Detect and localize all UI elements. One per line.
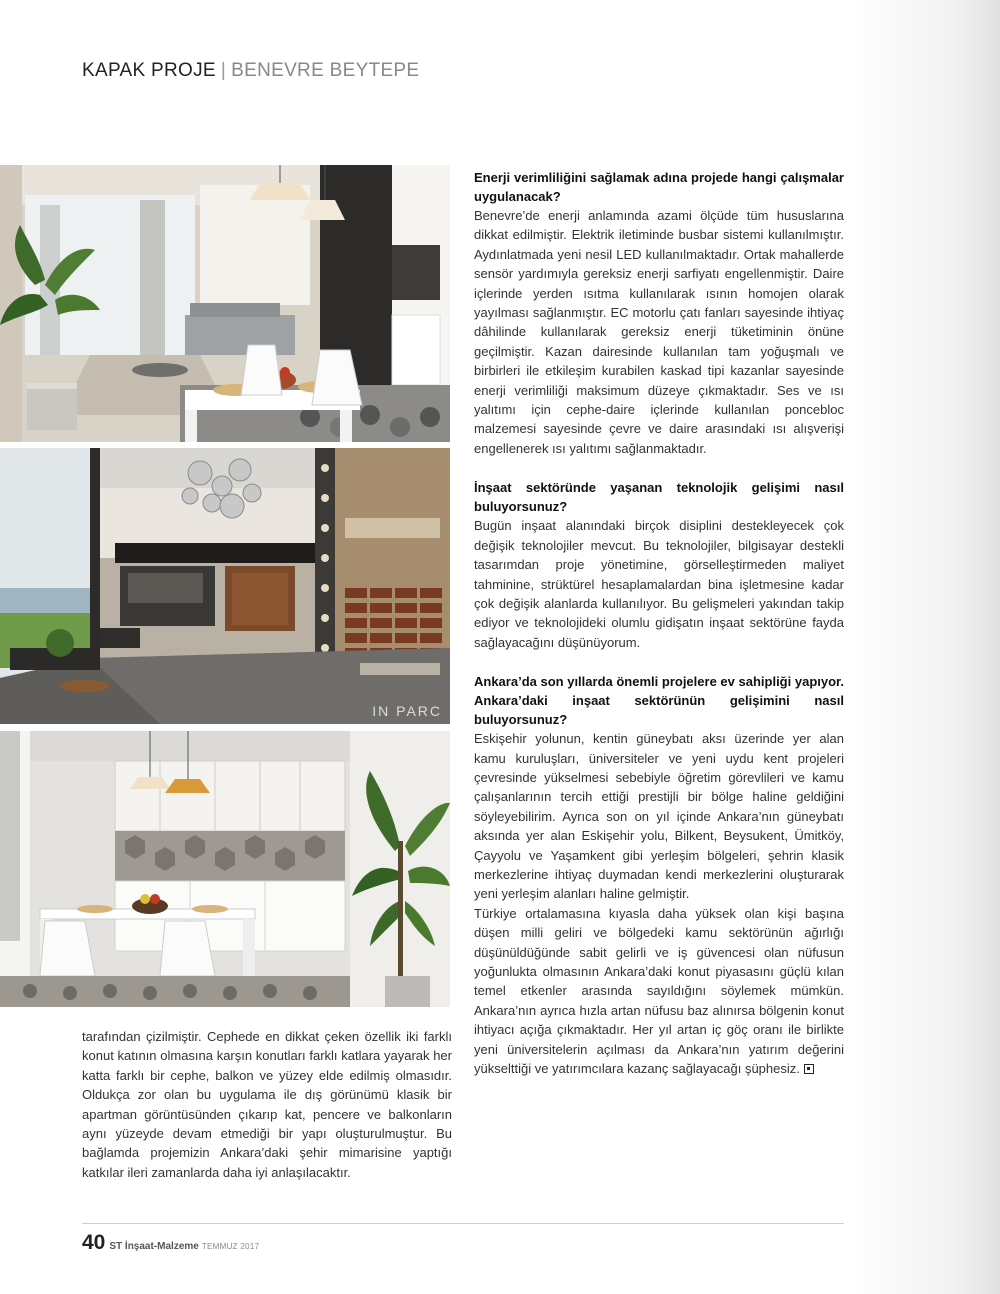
answer-paragraph-continued bbox=[474, 904, 844, 1079]
page-footer bbox=[82, 1231, 259, 1255]
header-subtitle: BENEVRE BEYTEPE bbox=[231, 60, 420, 81]
section-title: KAPAK PROJE bbox=[82, 60, 216, 81]
answer-paragraph: Eskişehir yolunun, kentin güneybatı aksı üzerinde yer alan kamu kuruluşları, üniversiteler ve yeni uydu kent projeleri çevresinde yükselmesi sebebiyle öğretim görevlileri ve kamu çalışanlarının tercih ettiği prestijli bir bölge haline geldiğini söyleyebilirim. Ayrıca son on yıl içinde Ankara’nın güneybatı aksında yer alan Eskişehir yolu, Bilkent, Beysukent, Ümitköy, Çayyolu ve Yaşamkent gibi yerleşim bölgeleri, şehrin klasik merkezlerine ihtiyaç duymadan kendi merkezlerini oluşturarak yeni yerleşim alanları haline gelmiştir. bbox=[474, 731, 844, 902]
header-separator: | bbox=[220, 60, 227, 81]
question-heading: Ankara’da son yıllarda önemli projelere ev sahipliği yapıyor. Ankara’daki inşaat sektörünün gelişimini nasıl buluyorsunuz? bbox=[474, 674, 844, 728]
body-paragraph: tarafından çizilmiştir. Cephede en dikkat çeken özellik iki farklı konut katının olmasına karşın konutları farklı katlara yayarak her katta farklı bir cephe, balkon ve yüzey elde edilmiş olmasıdır. Oldukça zor olan bu uygulama ile dış görünümü klasik bir apartman görüntüsünden çıkarıp kat, pencere ve balkonların aynı yüzeyde devam etmediği bir yapı oluşturulmuştur. Bu bağlamda projemizin Ankara’daki şehir mimarisine yaptığı katkılar ileri zamanlarda daha iyi anlaşılacaktır. bbox=[82, 1029, 452, 1180]
answer-paragraph: Benevre’de enerji anlamında azami ölçüde tüm hususlarına dikkat edilmiştir. Elektrik iletiminde busbar sistemi kullanılmıştır. Aydınlatmada yeni nesil LED kullanılmaktadır. Ortak mahallerde sensör yardımıyla gereksiz enerji sarfiyatı engellenmiştir. Daire içlerinde yerden ısıtma kullanılarak ısının homojen olarak yayılması sağlanmıştır. EC motorlu çatı fanları sayesinde ihtiyaç dâhilinde kullanılarak gereksiz enerji tüketiminin önüne geçilmiştir. Kazan dairesinde kullanılan tam yoğuşmalı ve birbirleri ile etkileşim kurabilen kaskad tipi kazanlar sayesinde enerji verimliliği maksimum düzeye çıkmaktadır. Ses ve ısı yalıtımı için cephe-daire içlerinde kullanılan poncebloc malzemesi sayesinde çevre ve daire arasındaki ısı alışverişi engellenerek ısı yalıtımı sağlanmaktadır. bbox=[474, 208, 844, 456]
magazine-name: ST İnşaat-Malzeme bbox=[109, 1241, 199, 1252]
page-edge-shadow bbox=[850, 0, 1000, 1294]
question-heading: İnşaat sektöründe yaşanan teknolojik gelişimi nasıl buluyorsunuz? bbox=[474, 480, 844, 515]
lobby-interior-photo bbox=[0, 448, 450, 724]
page-number: 40 bbox=[82, 1231, 106, 1254]
qa-block-technology bbox=[474, 478, 844, 652]
question-heading: Enerji verimliliğini sağlamak adına projede hangi çalışmalar uygulanacak? bbox=[474, 170, 844, 204]
footer-divider bbox=[82, 1223, 844, 1224]
photo-watermark: IN PARC bbox=[372, 703, 442, 719]
left-column-article bbox=[82, 1027, 452, 1182]
right-column-article bbox=[474, 168, 844, 1098]
answer-text: Türkiye ortalamasına kıyasla daha yüksek olan kişi başına düşen milli geliri ve bölgedeki kamu sektörünün ağırlığı düşünüldüğünde sabit gelirli ve iş güvencesi olan nüfusun yoğunlukta olmasının Ankara’daki konut piyasasını güçlü kılan temel etkenler arasında sayıldığını söylemek mümkün. Ankara’nın ayrıca hızla artan nüfusu baz alınırsa bölgenin konut ihtiyacı açığa çıkmaktadır. Her yıl artan iç göç oranı ile birlikte yeni üniversitelerin açılması da Ankara’nın yatırım değerini yükselttiği ve yatırımcılara kazanç sağlayacağı şüphesiz. bbox=[474, 905, 844, 1077]
living-dining-room-photo bbox=[0, 165, 450, 442]
qa-block-energy bbox=[474, 168, 844, 458]
answer-paragraph: Bugün inşaat alanındaki birçok disiplini destekleyecek çok değişik teknolojiler mevcut. Bu teknolojiler, bilgisayar destekli tasarımdan proje yönetimine, görselleştirmeden maliyet tahminine, strüktürel hesaplamalardan bina işletmesine kadar çok değişik alanlarda kullanılıyor. Bu gelişmeleri yakından takip ediyor ve teknolojideki olumlu gidişatın inşaat sektörüne fayda sağlayacağını düşünüyorum. bbox=[474, 518, 844, 650]
kitchen-photo bbox=[0, 731, 450, 1007]
qa-block-ankara bbox=[474, 672, 844, 1078]
page-header bbox=[82, 60, 419, 82]
article-end-icon bbox=[804, 1064, 814, 1074]
issue-date: TEMMUZ 2017 bbox=[201, 1242, 260, 1251]
